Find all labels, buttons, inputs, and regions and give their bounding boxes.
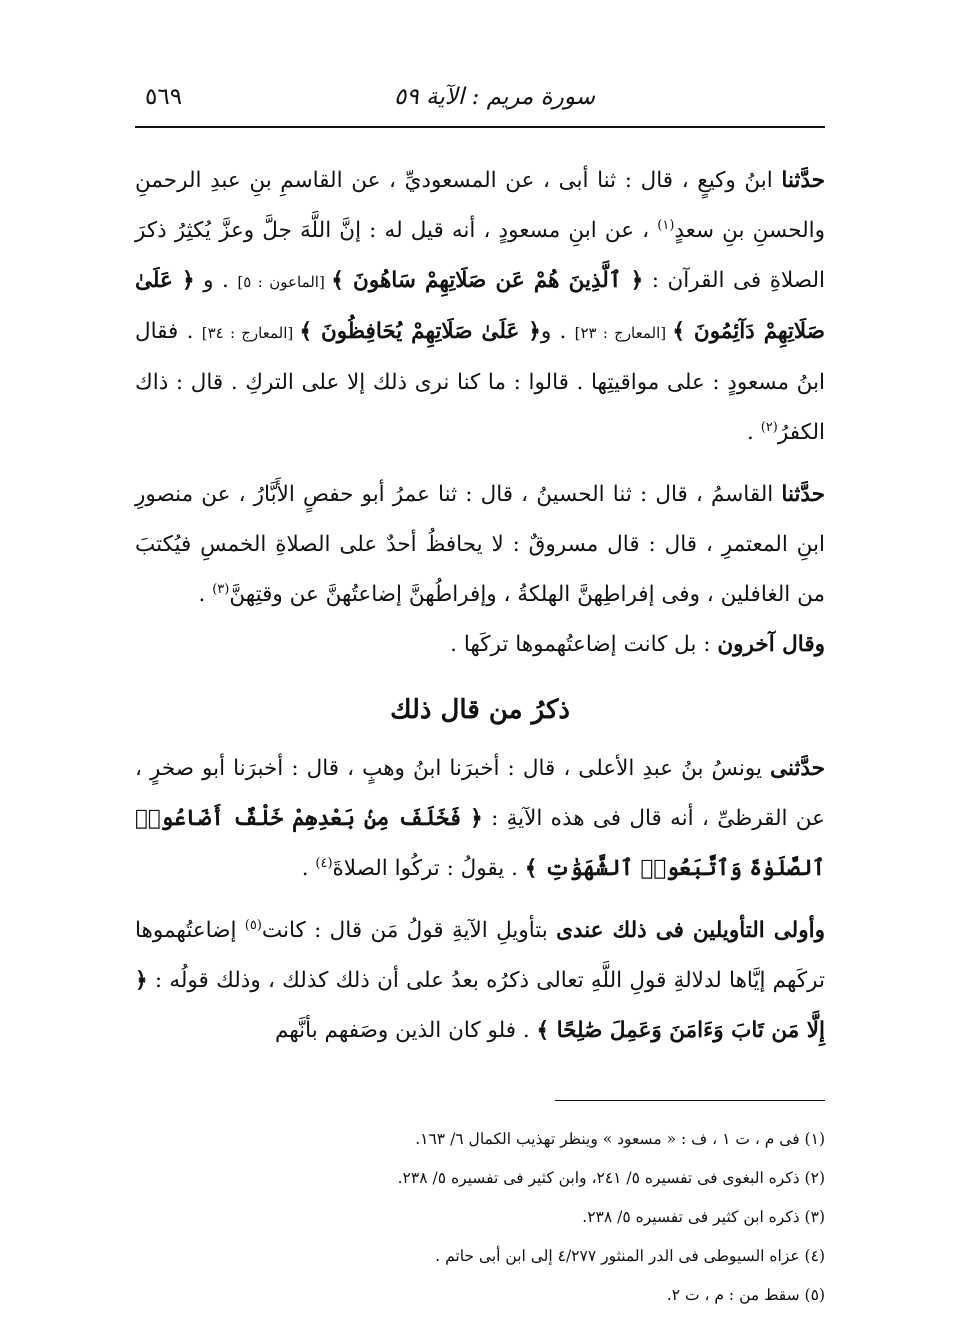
page-number: ٥٦٩: [145, 84, 183, 110]
footnote-marker[interactable]: (٢): [760, 419, 778, 435]
paragraph-2: [135, 470, 825, 620]
text-run: إضاعتُهموها تركَهم إيَّاها لدلالةِ قولِ اللَّهِ تعالى ذكرُه بعدُ على أن ذلك كذلك ، وذلك قولُه :: [135, 918, 825, 993]
verse-reference: [المعارج : ٢٣]: [574, 324, 673, 342]
text-run: ابنُ وكيعٍ ، قال : ثنا أبى ، عن المسعوديِّ ، عن القاسمِ بنِ عبدِ الرحمنِ والحسنِ بنِ سعدٍ: [135, 168, 825, 243]
footnote-1: (١) فى م ، ت ١ ، ف : « مسعود » وينظر تهذيب الكمال ٦/ ١٦٣.: [415, 1130, 825, 1148]
paragraph-lead: حدَّثنا: [781, 168, 825, 193]
text-run: ، عن ابنِ مسعودٍ ، أنه قيل له : إنَّ اللَّهَ جلَّ وعزَّ يُكثِرُ ذكرَ الصلاةِ فى القرآن :: [135, 218, 825, 293]
section-heading: ذكرُ من قال ذلك: [390, 695, 570, 725]
footnote-5: (٥) سقط من : م ، ت ٢.: [666, 1286, 825, 1304]
quran-verse: ﴿ عَلَىٰ صَلَاتِهِمْ يُحَافِظُونَ ﴾: [299, 319, 541, 344]
main-text: [135, 150, 825, 1056]
page-header: [135, 78, 825, 118]
paragraph-1: [135, 156, 825, 458]
text-run: .: [198, 582, 213, 607]
footnote-marker[interactable]: (٥): [244, 917, 262, 933]
verse-reference: [المعارج : ٣٤]: [201, 324, 300, 342]
footnote-rule: [555, 1100, 825, 1101]
running-title: سورة مريم : الآية ٥٩: [394, 84, 595, 110]
footnote-marker[interactable]: (٤): [315, 855, 333, 871]
quran-verse: ﴿ ٱلَّذِينَ هُمْ عَن صَلَاتِهِمْ سَاهُونَ ﴾: [331, 268, 644, 293]
text-run: : بل كانت إضاعتُهموها تركَها .: [450, 632, 718, 657]
header-rule: [135, 126, 825, 128]
verse-reference: [الماعون : ٥]: [237, 273, 332, 291]
text-run: . فلو كان الذين وصَفهم بأنَّهم: [274, 1018, 537, 1043]
text-run: . و: [194, 268, 238, 293]
footnote-marker[interactable]: (١): [657, 217, 675, 233]
quran-verse: ﴿ فَخَلَفَ مِنۢ بَعْدِهِمْ خَلْفٌ أَضَاعُوا۟ ٱلصَّلَوٰةَ وَٱتَّبَعُوا۟ ٱلشَّهَوَٰتِ ﴾: [135, 806, 825, 881]
text-run: القاسمُ ، قال : ثنا الحسينُ ، قال : ثنا عمرُ أبو حفصٍ الأَبَّارُ ، عن منصورِ ابنِ المعتمرِ ، قال : قال مسروقٌ : لا يحافظُ أحدٌ على الصلاةِ الخمسِ فيُكتبَ من الغافلين ، وفى إفراطِهنَّ الهلكةُ ، وإفراطُهنَّ إضاعتُهنَّ عن وقتِهنَّ: [135, 482, 825, 607]
paragraph-lead: وقال آخرون: [717, 632, 825, 657]
quran-verse: ﴿ إِلَّا مَن تَابَ وَءَامَنَ وَعَمِلَ صَٰلِحًا ﴾: [135, 968, 825, 1043]
text-run: . فقال ابنُ مسعودٍ : على مواقيتِها . قالوا : ما كنا نرى ذلك إلا على التركِ . قال : ذاك الكفرُ: [135, 319, 825, 445]
paragraph-lead: حدَّثنا: [781, 482, 825, 507]
text-run: . يقولُ : تركُوا الصلاةَ: [332, 856, 525, 881]
text-run: .: [747, 420, 761, 445]
paragraph-5: [135, 906, 825, 1056]
footnote-marker[interactable]: (٣): [212, 581, 230, 597]
text-run: يونسُ بنُ عبدِ الأعلى ، قال : أخبرَنا ابنُ وهبٍ ، قال : أخبرَنا أبو صخرٍ ، عن القرظىِّ ، أنه قال فى هذه الآيةِ :: [135, 756, 825, 831]
paragraph-lead: وأولى التأويلين فى ذلك عندى: [556, 918, 825, 943]
paragraph-4: [135, 744, 825, 894]
quran-verse: ﴿ عَلَىٰ صَلَاتِهِمْ دَآئِمُونَ ﴾: [135, 268, 825, 344]
paragraph-lead: حدَّثنى: [770, 756, 825, 781]
text-run: .: [301, 856, 316, 881]
footnote-3: (٣) ذكره ابن كثير فى تفسيره ٥/ ٢٣٨.: [582, 1208, 825, 1226]
footnote-4: (٤) عزاه السيوطى فى الدر المنثور ٤/٢٧٧ إلى ابن أبى حاتم .: [435, 1247, 825, 1265]
footnote-2: (٢) ذكره البغوى فى تفسيره ٥/ ٢٤١، وابن كثير فى تفسيره ٥/ ٢٣٨.: [397, 1169, 825, 1187]
text-run: . و: [540, 319, 575, 344]
paragraph-3: [135, 620, 825, 670]
text-run: بتأويلِ الآيةِ قولُ مَن قال : كانت: [261, 918, 557, 943]
footnotes: [135, 1120, 825, 1315]
